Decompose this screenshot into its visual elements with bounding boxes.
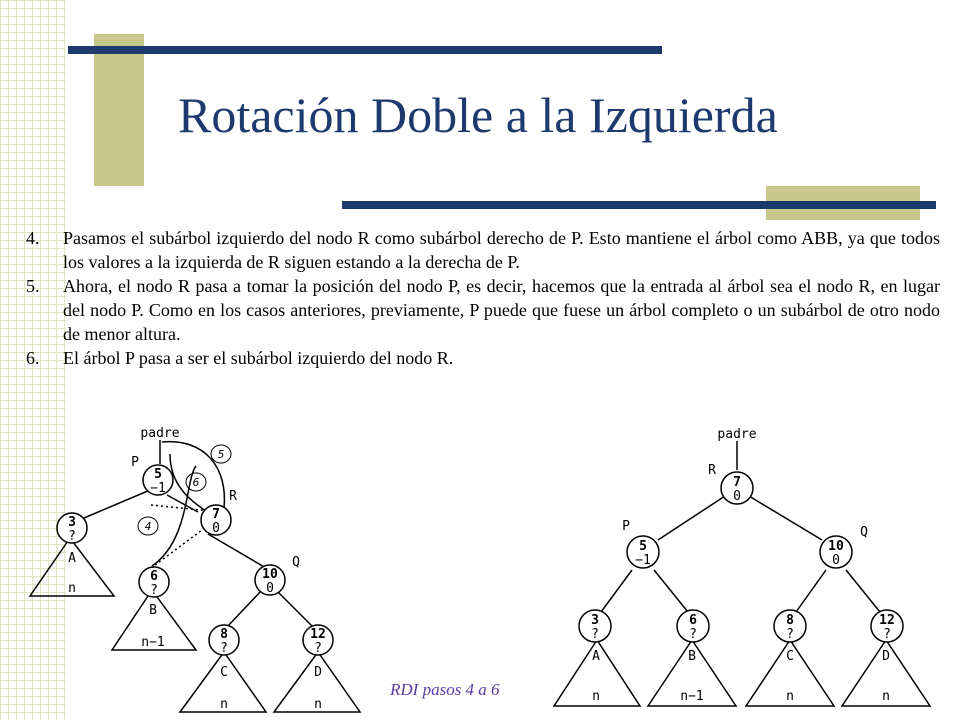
- root-label: padre: [140, 426, 180, 441]
- node-balance: ?: [591, 627, 599, 642]
- step-text: El árbol P pasa a ser el subárbol izquierdo del nodo R.: [63, 348, 454, 368]
- tree-after-diagram: [540, 410, 960, 720]
- subtree-name: A: [68, 551, 76, 566]
- label-q: Q: [292, 555, 300, 570]
- step-marker: 6: [192, 476, 200, 489]
- node-balance: 0: [832, 553, 840, 568]
- label-q: Q: [860, 525, 868, 540]
- node-key: 10: [262, 567, 278, 582]
- node-key: 7: [733, 475, 741, 490]
- node-balance: 0: [733, 489, 741, 504]
- node-key: 5: [639, 539, 647, 554]
- node-key: 6: [150, 569, 158, 584]
- node-key: 5: [154, 467, 162, 482]
- subtree-name: B: [149, 603, 157, 618]
- node-balance: ?: [689, 627, 697, 642]
- node-balance: ?: [314, 641, 322, 656]
- step-number: 4.: [26, 228, 40, 248]
- subtree-name: D: [314, 665, 322, 680]
- node-balance: ?: [68, 529, 76, 544]
- subtree-height: n: [314, 697, 322, 712]
- subtree-height: n−1: [680, 689, 704, 704]
- node-balance: 0: [212, 521, 220, 536]
- step-number: 5.: [26, 276, 40, 296]
- node-balance: ?: [883, 627, 891, 642]
- slide-title: Rotación Doble a la Izquierda: [178, 87, 778, 143]
- node-key: 7: [212, 507, 220, 522]
- slide-caption: RDI pasos 4 a 6: [390, 680, 500, 699]
- node-key: 10: [828, 539, 844, 554]
- subtree-name: C: [220, 665, 228, 680]
- subtree-height: n: [68, 581, 76, 596]
- subtree-name: D: [882, 649, 890, 664]
- node-key: 8: [220, 627, 228, 642]
- subtree-height: n: [786, 689, 794, 704]
- node-key: 6: [689, 613, 697, 628]
- node-balance: ?: [150, 583, 158, 598]
- step-marker: 4: [144, 520, 152, 533]
- root-label: padre: [717, 427, 757, 442]
- step-text: Pasamos el subárbol izquierdo del nodo R como subárbol derecho de P. Esto mantiene el árbol como ABB, ya que todos los valores a la izquierda de R siguen estando a la derecha de P.: [63, 228, 940, 272]
- label-r: R: [708, 463, 716, 478]
- step-marker: 5: [217, 448, 225, 461]
- label-p: P: [622, 519, 630, 534]
- subtree-name: B: [688, 649, 696, 664]
- subtree-name: C: [786, 649, 794, 664]
- node-key: 12: [310, 627, 326, 642]
- label-p: P: [131, 455, 139, 470]
- node-key: 3: [68, 515, 76, 530]
- node-key: 8: [786, 613, 794, 628]
- node-key: 12: [879, 613, 895, 628]
- node-balance: ?: [786, 627, 794, 642]
- step-text: Ahora, el nodo R pasa a tomar la posición del nodo P, es decir, hacemos que la entrada al árbol sea el nodo R, en lugar del nodo P. Como en los casos anteriores, previamente, P puede que fuese un árbol completo o un subárbol de otro nodo de menor altura.: [63, 276, 940, 344]
- step-number: 6.: [26, 348, 40, 368]
- subtree-height: n−1: [141, 635, 165, 650]
- node-balance: −1: [150, 481, 166, 496]
- subtree-height: n: [220, 697, 228, 712]
- node-balance: −1: [635, 553, 651, 568]
- subtree-height: n: [882, 689, 890, 704]
- node-balance: 0: [266, 581, 274, 596]
- subtree-name: A: [592, 649, 600, 664]
- label-r: R: [229, 489, 237, 504]
- node-key: 3: [591, 613, 599, 628]
- subtree-height: n: [592, 689, 600, 704]
- node-balance: ?: [220, 641, 228, 656]
